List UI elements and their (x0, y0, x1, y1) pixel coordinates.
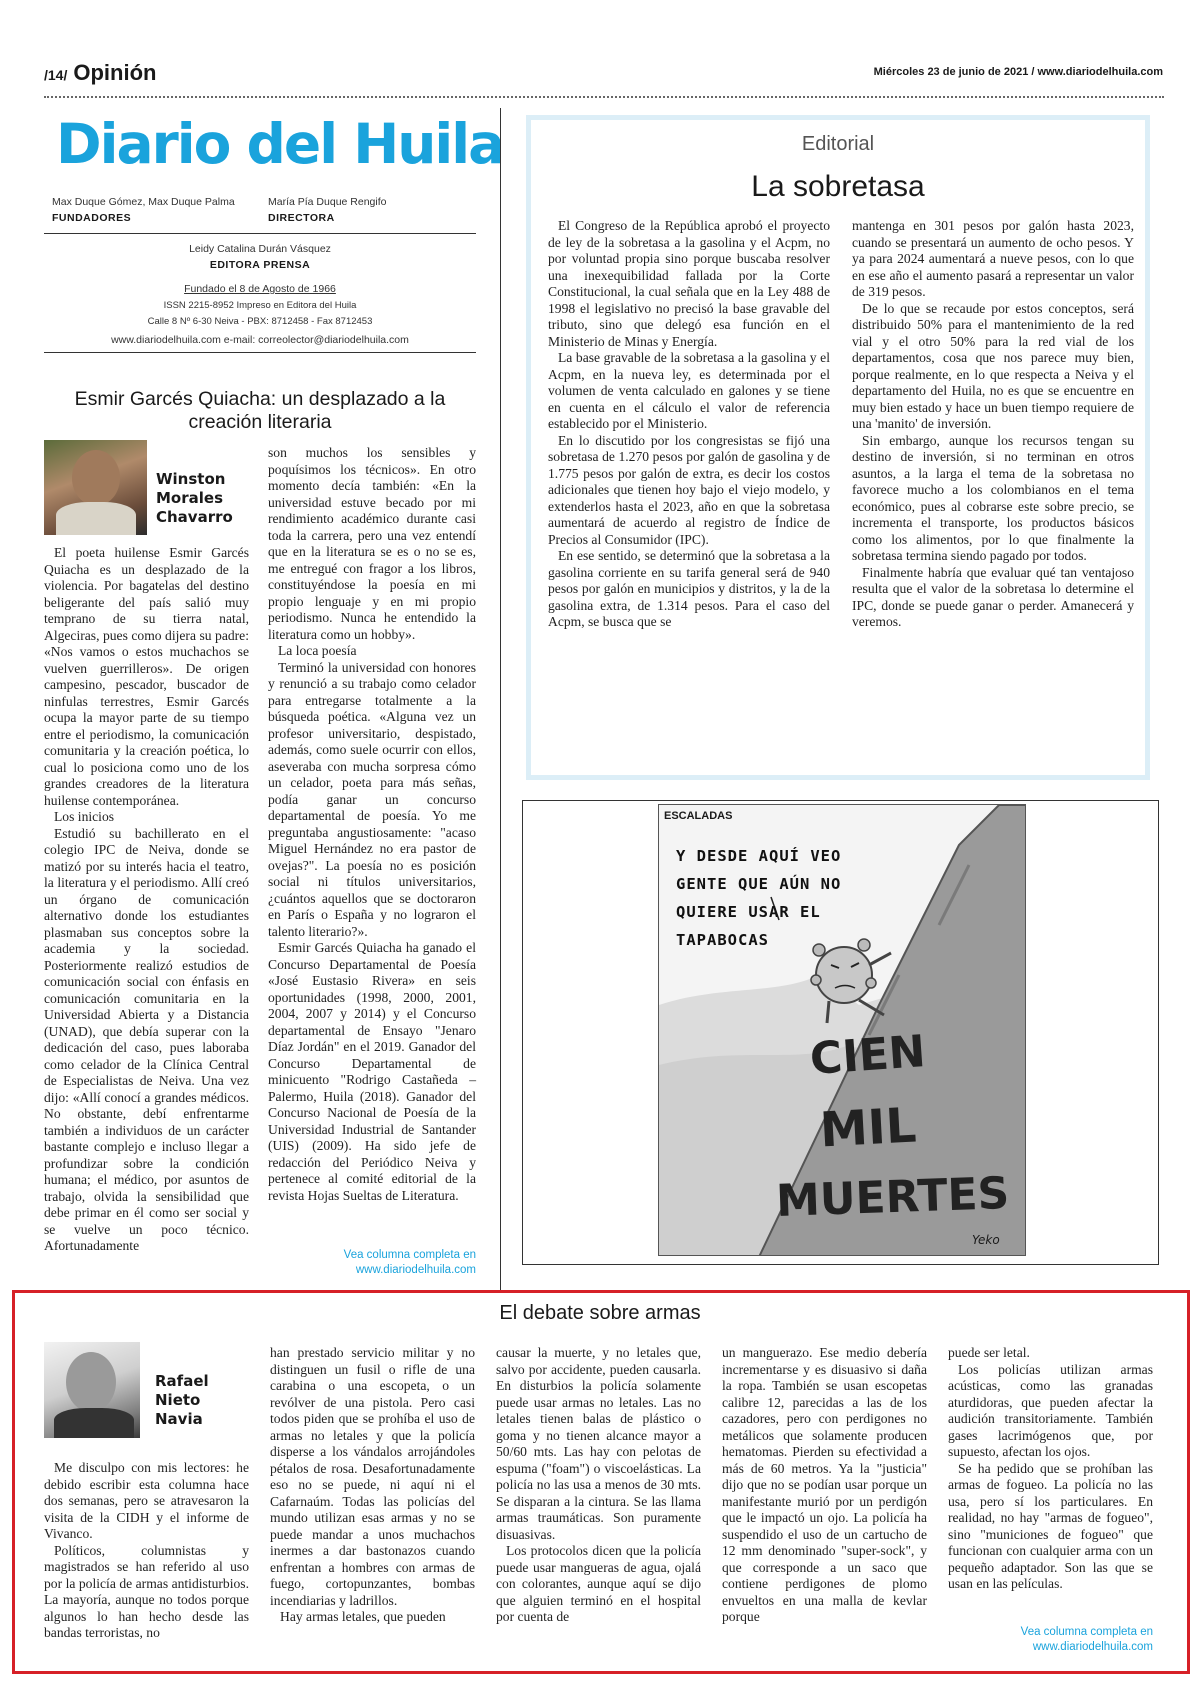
paragraph: causar la muerte, y no letales que, salvo por accidente, pueden causarla. En disturbios la policía solamente puede usar armas no letales. Las no letales tienen balas de plástico o goma y no tienen alcance mayor a 50/60 mts. Las hay con pelotas de espuma ("foam") o viscoelásticas. La policía no las usa a menos de 30 mts. Se disparan a la cintura. Se las llama armas traumáticas. Son puramente disuasivas. (496, 1345, 701, 1542)
founded-date: Fundado el 8 de Agosto de 1966 (184, 283, 336, 295)
column1-text-b (268, 445, 476, 1204)
mountain-text-1: CIEN (808, 1026, 928, 1085)
paragraph: La base gravable de la sobretasa a la gasolina y el Acpm, en la nueva ley, es determinada por el volumen de venta calculado en galones y se tiene en cuenta en el cálculo el valor de referencia establecido por el Ministerio. (548, 350, 830, 431)
author-photo (44, 440, 147, 535)
editorial-text-b (852, 218, 1134, 631)
speech-line: TAPABOCAS (676, 931, 769, 949)
paragraph: Los protocolos dicen que la policía puede usar mangueras de agua, ojalá con colorantes, aunque aquí se dijo que alguien terminó en el hospital por cuenta de (496, 1543, 701, 1624)
masthead-bottom-rule (44, 352, 476, 353)
face-shape (72, 450, 120, 506)
subheading: Los inicios (54, 809, 115, 824)
subheading: La loca poesía (278, 643, 357, 658)
author-name: Winston Morales Chavarro (156, 470, 233, 526)
founders-names: Max Duque Gómez, Max Duque Palma (52, 196, 235, 208)
masthead-rule (44, 233, 476, 234)
column-divider (500, 108, 501, 1293)
date-site: Miércoles 23 de junio de 2021 / www.diariodelhuila.com (873, 66, 1163, 78)
speech-line: GENTE QUE AÚN NO (676, 875, 842, 893)
contact-line[interactable]: www.diariodelhuila.com e-mail: correolector@diariodelhuila.com (111, 334, 409, 346)
paragraph: Sin embargo, aunque los recursos tengan su destino de inversión, si no terminan en otros asuntos, a la larga el tema de la sobretasa no favorece mucho a los colombianos en el tema económico, pues al cobrarse este sobre precio, se incrementa el transporte, los productos básicos como los alimentos, por lo que finalmente la sobretasa termina siendo pagado por todos. (852, 432, 1134, 563)
paragraph: mantenga en 301 pesos por galón hasta 2023, cuando se presentará un aumento de ocho pesos. Y ya para 2024 aumentará a nueve pesos, con lo que en ese año el aumento pasará a representar un valor de 319 pesos. (852, 218, 1134, 299)
paragraph: Estudió su bachillerato en el colegio IPC de Neiva, donde se matizó por su interés hacia el teatro, la literatura y el periodismo. Allí creó un órgano de comunicación alternativo donde los estudiantes plasmaban sus conceptos sobre la academia y la sociedad. Posteriormente realizó estudios de comunicación social con énfasis en comunicación comunitaria en la Universidad Abierta y a Distancia (UNAD), que debía superar con la dedicación del caso, pues laboraba como celador de la Clínica Central de Especialistas de Neiva. Una vez dijo: «Allí conocí a grandes médicos. No obstante, debí enfrentarme también a individuos de un carácter bastante complejo e incluso llegar a profundizar sobre la condición humana; el médico, por asuntos de trabajo, olvida la sensibilidad que debe primar en él como ser social y se vuelve un poco técnico. Afortunadamente (44, 825, 249, 1253)
header-divider (44, 96, 1164, 98)
paragraph: En lo discutido por los congresistas se fijó una sobretasa de 1.270 pesos por galón de gasolina y de 1.775 pesos por galón de extra, es decir los costos adicionales que tienen hoy bajo el viejo modelo, y extenderlos hasta el 2023, año en que la sobretasa aumentará de acuerdo al registro de Índice de Precios al Consumidor (IPC). (548, 432, 830, 547)
speech-line: Y DESDE AQUÍ VEO (676, 847, 842, 865)
debate-text-e (948, 1345, 1153, 1593)
paragraph: El Congreso de la República aprobó el proyecto de ley de la sobretasa a la gasolina y el Acpm, no por voluntad propia sino porque buscaba resolver una inexequibilidad fallada por la Corte Constitucional, la cual señala que en la Ley 488 de 1998 el legislativo no precisó la base gravable del tributo, sino que delegó esa función en el Ministerio de Minas y Energía. (548, 218, 830, 349)
debate-text-c (496, 1345, 701, 1626)
paragraph: Finalmente habría que evaluar qué tan ventajoso resulta que el valor de la sobretasa lo determine el IPC, donde se puede ganar o perder. Amanecerá y veremos. (852, 564, 1134, 629)
paragraph: son muchos los sensibles y poquísimos los técnicos». En otro momento decía también: «En la universidad estuve becado por mi rendimiento académico durante casi toda la carrera, pero una vez entendí que en la literatura se es o no se es, me entregué con fragor a los libros, constituyéndose la poesía en mi propio lenguaje y en mi propio periodismo. Nunca he entendido la literatura como un hobby». (268, 445, 476, 642)
paragraph: Hay armas letales, que pueden (280, 1609, 446, 1624)
mountain-text-3: MUERTES (775, 1167, 1011, 1228)
director-name: María Pía Duque Rengifo (268, 196, 387, 208)
cartoon-signature: Yeko (972, 1233, 1000, 1247)
paragraph: han prestado servicio militar y no distinguen un fusil o rifle de una carabina o una escopeta, o un revólver de una pistola. Pero casi todos piden que se prohíba el uso de armas no letales y que la policía disperse a los vándalos arrojándoles pétalos de rosa. Desafortunadamente eso no se puede, ni aquí ni el Cafarnaúm. Todas las policías del mundo utilizan esas armas y no se puede mandar a unos muchachos inermes a dar bastonazos cuando enfrentan a hombres con armas de fuego, cortopunzantes, bombas incendiarias y ladrillos. (270, 1345, 475, 1608)
debate-text-b (270, 1345, 475, 1626)
paragraph: El poeta huilense Esmir Garcés Quiacha es un desplazado de la violencia. Por bagatelas del destino beligerante del país salió muy temprano de su tierra natal, Algeciras, pues como dijera su padre: «Nos vamos o estos muchachos se vuelven guerrilleros». De origen campesino, pescador, buscador de ninfulas terrestres, Esmir Garcés ocupa la mayor parte de su tiempo entre el periodismo, la comunicación comunitaria y la creación poética, lo cual lo posiciona como uno de los grandes creadores de la literatura huilense contemporánea. (44, 545, 249, 808)
speech-line: QUIERE USAR EL (676, 903, 821, 921)
editorial-headline: La sobretasa (751, 170, 925, 203)
editor-name: Leidy Catalina Durán Vásquez (189, 243, 331, 255)
cartoon-title: ESCALADAS (664, 810, 733, 822)
shirt-shape (56, 502, 136, 535)
section-title: Opinión (73, 60, 157, 85)
face-shape (66, 1352, 116, 1412)
paragraph: Esmir Garcés Quiacha ha ganado el Concurso Departamental de Poesía «José Eustasio Rivera» en seis oportunidades (1998, 2000, 2001, 2004, 2007 y 2014) y el Concurso departamental de Ensayo "Jenaro Díaz Jordán" en el 2019. Ganador del Concurso Departamental de minicuento "Rodrigo Castañeda – Palermo, Huila (2018). Ganador del Concurso Nacional de Poesía de la Universidad Industrial de Santander (UIS) (2009). Ha sido jefe de redacción del Periódico Neiva y pertenece al comité editorial de la revista Hojas Sueltas de Literatura. (268, 940, 476, 1203)
read-more-link[interactable]: Vea columna completa en www.diariodelhuila.com (343, 1249, 476, 1276)
masthead-logo: Diario del Huila (56, 112, 504, 176)
founders-role: FUNDADORES (52, 212, 132, 224)
paragraph: un manguerazo. Ese medio debería incrementarse y es disuasivo si daña la ropa. También se usan escopetas calibre 12, parecidas a las de los cazadores, pero con perdigones no metálicos que solamente producen hematomas. Pierden su efectividad a más de 60 metros. Ya la "justicia" dijo que no se podían usar porque un manifestante murió por un perdigón que le impactó un ojo. La policía ha suspendido el uso de un cartucho de 12 mm denominado "super-sock", y que corresponde a un saco que contiene perdigones de plomo envueltos en una malla de kevlar porque (722, 1345, 927, 1624)
debate-headline: El debate sobre armas (499, 1302, 701, 1324)
address-line: Calle 8 Nº 6-30 Neiva - PBX: 8712458 - Fax 8712453 (147, 316, 373, 327)
column-headline: Esmir Garcés Quiacha: un desplazado a la creación literaria (74, 388, 446, 433)
column1-text-a (44, 545, 249, 1255)
paragraph: Terminó la universidad con honores y renunció a su trabajo como celador para entregarse totalmente a la búsqueda poética. «Alguna vez un profesor universitario, despistado, además, como suele ocurrir con ellos, aseveraba con mucha sorpresa cómo un celador, poeta para más señas, podía ganar un concurso departamental de poesía. Yo me preguntaba angustiosamente: "acaso Miguel Hernández no era pastor de ovejas?". La poesía no es posición social ni títulos universitarios, ¿cuántos aquellos que se doctoraron en París o España y no lograron el talento literario?». (268, 659, 476, 939)
author-photo (44, 1342, 140, 1438)
paragraph: puede ser letal. (948, 1345, 1030, 1360)
director-role: DIRECTORA (268, 212, 335, 224)
cartoon-speech (676, 842, 841, 954)
debate-text-d (722, 1345, 927, 1626)
issn-line: ISSN 2215-8952 Impreso en Editora del Huila (163, 300, 357, 311)
paragraph: Se ha pedido que se prohíban las armas de fogueo. La policía no las usa, pero sí los particulares. En realidad, no hay "armas de fogueo", sino "municiones de fogueo" que funcionan con cualquier arma con un pequeño adaptador. Son las que se usan en las películas. (948, 1460, 1153, 1591)
paragraph: Los policías utilizan armas acústicas, como las granadas aturdidoras, que pueden afectar la audición transitoriamente. También gases lacrimógenos que, por supuesto, afectan los ojos. (948, 1361, 1153, 1459)
editorial-text-a (548, 218, 830, 631)
author-name: Rafael Nieto Navia (155, 1372, 209, 1428)
jacket-shape (54, 1408, 134, 1438)
page-number: /14/ (44, 67, 68, 83)
editor-role: EDITORA PRENSA (209, 259, 311, 271)
section-header (44, 60, 156, 86)
paragraph: Me disculpo con mis lectores: he debido escribir esta columna hace dos semanas, pero se atravesaron la visita de la CIDH y el informe de Vivanco. (44, 1460, 249, 1541)
paragraph: De lo que se recaude por estos conceptos, será distribuido 50% para el mantenimiento de la red vial y el otro 50% para la red vial de los departamentos, cosa que nos parece muy bien, porque realmente, en lo que respecta a Neiva y el departamento del Huila, no es que se encuentre en muy bien estado y hace un buen tiempo requiere de una 'manito' de inversión. (852, 300, 1134, 431)
paragraph: En ese sentido, se determinó que la sobretasa a la gasolina corriente en su tarifa general será de 940 pesos por galón en municipios y distritos, y la de la gasolina extra, de 1.314 pesos. Para el caso del Acpm, se busca que se (548, 548, 830, 629)
editorial-kicker: Editorial (801, 133, 875, 155)
debate-text-a (44, 1460, 249, 1642)
paragraph: Políticos, columnistas y magistrados se han referido al uso por la policía de armas antidisturbios. La mayoría, aunque no todos porque algunos lo han hecho desde las bandas terroristas, no (44, 1542, 249, 1640)
read-more-link[interactable]: Vea columna completa en www.diariodelhuila.com (1020, 1626, 1153, 1653)
mountain-text-2: MIL (818, 1097, 918, 1159)
